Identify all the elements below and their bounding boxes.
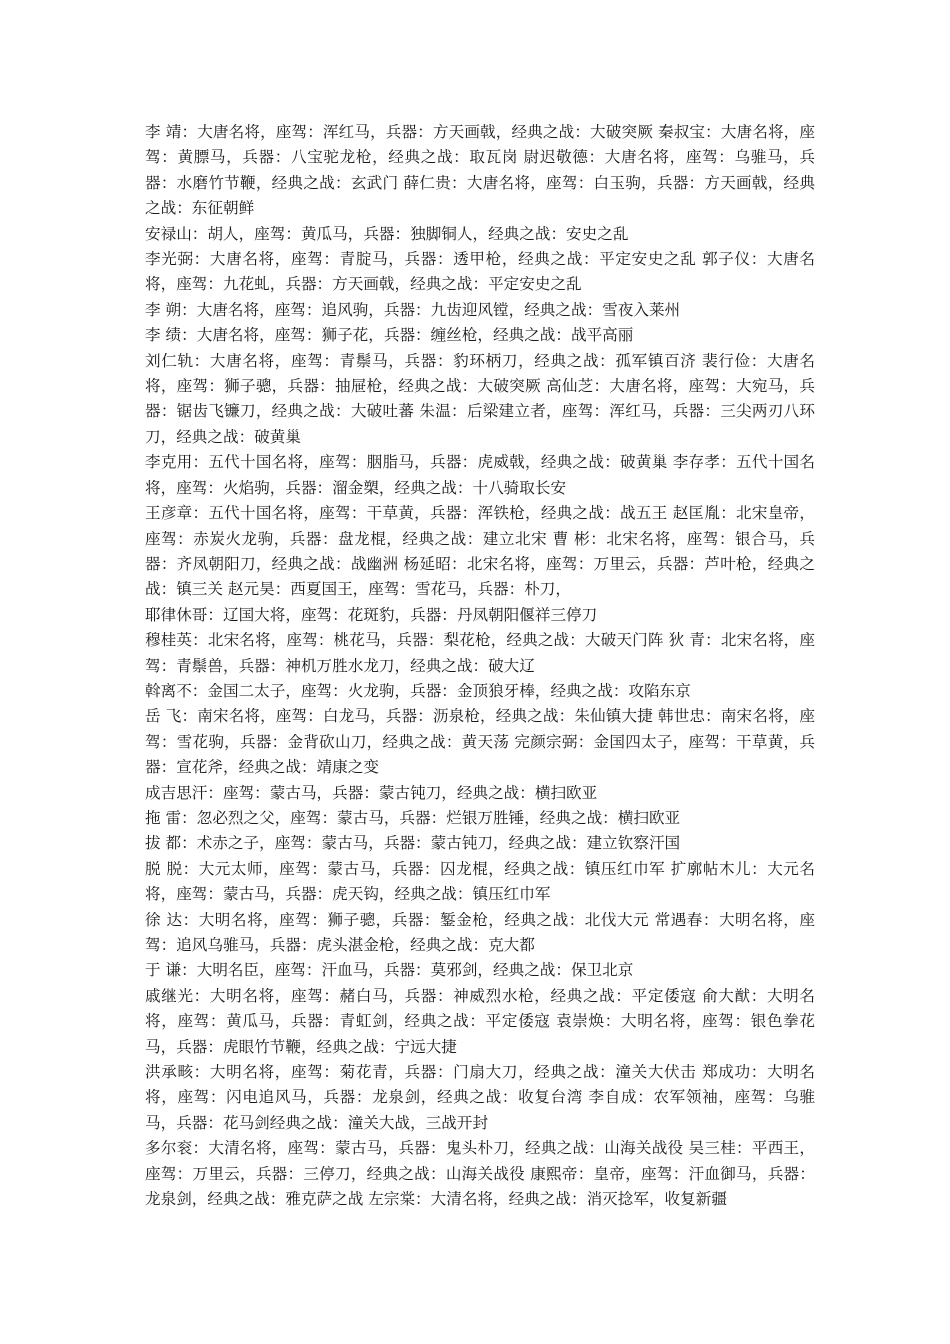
paragraph-dorgon-group: 多尔衮：大清名将，座驾：蒙古马，兵器：鬼头朴刀，经典之战：山海关战役 吴三桂：平西王，座驾：万里云，兵器：三停刀，经典之战：山海关战役 康熙帝：皇帝，座驾：汗血御马，兵器：龙泉剑，经典之战：雅克萨之战 左宗棠：大清名将，经典之战：消灭捻军，收复新疆 bbox=[145, 1139, 815, 1209]
paragraph-mu-guiying-group: 穆桂英：北宋名将，座驾：桃花马，兵器：梨花枪，经典之战：大破天门阵 狄 青：北宋名将，座驾：青鬃兽，兵器：神机万胜水龙刀，经典之战：破大辽 bbox=[145, 631, 815, 675]
paragraph-yue-fei-group: 岳 飞：南宋名将，座驾：白龙马，兵器：沥泉枪，经典之战：朱仙镇大捷 韩世忠：南宋名将，座驾：雪花驹，兵器：金背砍山刀，经典之战：黄天荡 完颜宗弼：金国四太子，座驾：干草黄，兵器：宣花斧，经典之战：靖康之变 bbox=[145, 707, 815, 777]
paragraph-qi-jiguang-group: 戚继光：大明名将，座驾：赭白马，兵器：神威烈水枪，经典之战：平定倭寇 俞大猷：大明名将，座驾：黄瓜马，兵器：青虹剑，经典之战：平定倭寇 袁崇焕：大明名将，座驾：银色拳花马，兵器：虎眼竹节鞭，经典之战：宁远大捷 bbox=[145, 986, 815, 1056]
paragraph-tolui: 拖 雷：忽必烈之父，座驾：蒙古马，兵器：烂银万胜锤，经典之战：横扫欧亚 bbox=[145, 808, 681, 827]
paragraph-liu-rengui-group: 刘仁轨：大唐名将，座驾：青鬃马，兵器：豹环柄刀，经典之战：孤军镇百济 裴行俭：大唐名将，座驾：狮子骢，兵器：抽屉枪，经典之战：大破突厥 高仙芝：大唐名将，座驾：大宛马，兵器：锯齿飞镰刀，经典之战：大破吐蕃 朱温：后梁建立者，座驾：浑红马，兵器：三尖两刃八环刀，经典之战：破黄巢 bbox=[145, 351, 815, 446]
paragraph-li-keyong-group: 李克用：五代十国名将，座驾：胭脂马，兵器：虎威戟，经典之战：破黄巢 李存孝：五代十国名将，座驾：火焰驹，兵器：溜金槊，经典之战：十八骑取长安 bbox=[145, 453, 815, 497]
paragraph-batu: 拔 都：术赤之子，座驾：蒙古马，兵器：蒙古钝刀，经典之战：建立钦察汗国 bbox=[145, 834, 681, 853]
paragraph-li-ji: 李 绩：大唐名将，座驾：狮子花，兵器：缠丝枪，经典之战：战平高丽 bbox=[145, 326, 634, 345]
paragraph-li-shuo: 李 朔：大唐名将，座驾：追风驹，兵器：九齿迎风镗，经典之战：雪夜入莱州 bbox=[145, 300, 681, 319]
paragraph-an-lushan: 安禄山：胡人，座驾：黄瓜马，兵器：独脚铜人，经典之战：安史之乱 bbox=[145, 224, 629, 243]
paragraph-li-guangbi-group: 李光弼：大唐名将，座驾：青腚马，兵器：透甲枪，经典之战：平定安史之乱 郭子仪：大唐名将，座驾：九花虬，兵器：方天画戟，经典之战：平定安史之乱 bbox=[145, 250, 815, 294]
paragraph-hong-chengchou-group: 洪承畡：大明名将，座驾：菊花青，兵器：门扇大刀，经典之战：潼关大伏击 郑成功：大明名将，座驾：闪电追风马，兵器：龙泉剑，经典之战：收复台湾 李自成：农军领袖，座驾：乌骓马，兵器：花马剑经典之战：潼关大战，三战开封 bbox=[145, 1063, 815, 1132]
paragraph-yelu-xiuge: 耶律休哥：辽国大将，座驾：花斑豹，兵器：丹凤朝阳偃祥三停刀 bbox=[145, 605, 598, 624]
paragraph-xu-da-group: 徐 达：大明名将，座驾：狮子骢，兵器：錾金枪，经典之战：北伐大元 常遇春：大明名将，座驾：追风乌骓马，兵器：虎头湛金枪，经典之战：克大都 bbox=[145, 910, 815, 954]
paragraph-wang-yanzhang-group: 王彦章：五代十国名将，座驾：干草黄，兵器：浑铁枪，经典之战：战五王 赵匡胤：北宋皇帝，座驾：赤炭火龙驹，兵器：盘龙棍，经典之战：建立北宋 曹 彬：北宋名将，座驾：银合马，兵器：齐凤朝阳刀，经典之战：战幽洲 杨延昭：北宋名将，座驾：万里云，兵器：芦叶枪，经典之战：镇三关 赵元昊：西夏国王，座驾：雪花马，兵器：朴刀， bbox=[145, 504, 815, 599]
paragraph-genghis-khan: 成吉思汗：座驾：蒙古马，兵器：蒙古钝刀，经典之战：横扫欧亚 bbox=[145, 783, 598, 802]
paragraph-walibu: 斡离不：金国二太子，座驾：火龙驹，兵器：金顶狼牙棒，经典之战：攻陷东京 bbox=[145, 681, 691, 700]
paragraph-yu-qian: 于 谦：大明名臣，座驾：汗血马，兵器：莫邪剑，经典之战：保卫北京 bbox=[145, 961, 634, 980]
paragraph-li-jing-group: 李 靖：大唐名将，座驾：浑红马，兵器：方天画戟，经典之战：大破突厥 秦叔宝：大唐名将，座驾：黄膘马，兵器：八宝驼龙枪，经典之战：取瓦岗 尉迟敬德：大唐名将，座驾：乌骓马，兵器：水磨竹节鞭，经典之战：玄武门 薛仁贵：大唐名将，座驾：白玉驹，兵器：方天画戟，经典之战：东征朝鲜 bbox=[145, 123, 815, 218]
document-body bbox=[145, 120, 815, 1212]
paragraph-toqto-group: 脱 脱：大元太师，座驾：蒙古马，兵器：囚龙棍，经典之战：镇压红巾军 扩廓帖木儿：大元名将，座驾：蒙古马，兵器：虎天钩，经典之战：镇压红巾军 bbox=[145, 859, 815, 904]
